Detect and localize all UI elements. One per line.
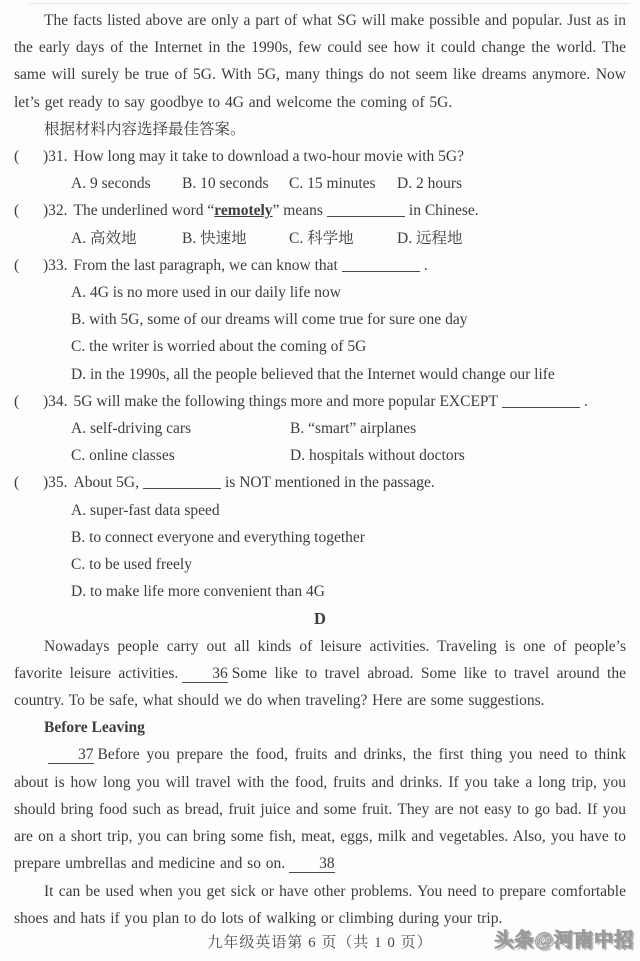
- question-32-stem: [14, 197, 626, 224]
- question-number: )34.: [43, 392, 68, 410]
- question-text: ” means: [272, 202, 323, 220]
- question-35-stem: [14, 469, 626, 496]
- option-b: B. 10 seconds: [182, 175, 269, 193]
- option-a: A. super-fast data speed: [71, 501, 220, 519]
- question-35-options: [71, 497, 626, 606]
- question-31-options: [71, 170, 626, 197]
- section-d-paragraph-3: It can be used when you get sick or have other problems. You need to prepare comfortable shoes and hats if you plan to do lots of walking or climbing during your trip.: [14, 882, 626, 927]
- option-b: B. to connect everyone and everything together: [71, 528, 365, 546]
- answer-paren: (: [14, 474, 20, 492]
- question-text: How long may it take to download a two-hour movie with 5G?: [73, 148, 464, 166]
- answer-blank: [502, 395, 580, 408]
- option-a: A. 9 seconds: [71, 175, 151, 193]
- option-d: D. 2 hours: [397, 175, 463, 193]
- question-31-stem: [14, 143, 626, 170]
- answer-paren: (: [14, 256, 20, 274]
- question-text: is NOT mentioned in the passage.: [225, 474, 435, 492]
- option-d: D. 远程地: [397, 229, 463, 247]
- page-number-label: 九年级英语第 6 页（共 1 0 页）: [207, 934, 433, 951]
- question-text: The underlined word “: [73, 202, 215, 220]
- numbered-blank-37: 37: [48, 747, 94, 764]
- option-b: B. 快速地: [182, 229, 247, 247]
- question-32-options: [71, 225, 626, 252]
- instruction-line: 根据材料内容选择最佳答案。: [44, 120, 246, 138]
- question-text: in Chinese.: [408, 202, 479, 220]
- question-34-stem: [14, 388, 626, 415]
- option-c: C. 科学地: [289, 229, 354, 247]
- option-b: B. “smart” airplanes: [290, 420, 417, 438]
- answer-paren: (: [14, 148, 20, 166]
- numbered-blank-36: 36: [182, 666, 228, 683]
- option-b: B. with 5G, some of our dreams will come true for sure one day: [71, 311, 468, 329]
- question-33-stem: [14, 252, 626, 279]
- option-c: C. 15 minutes: [289, 175, 376, 193]
- option-c: C. online classes: [71, 447, 175, 465]
- option-a: A. self-driving cars: [71, 420, 192, 438]
- question-text: 5G will make the following things more and more popular EXCEPT: [73, 392, 499, 410]
- question-text: .: [423, 256, 428, 274]
- option-d: D. hospitals without doctors: [290, 447, 465, 465]
- question-text: About 5G,: [73, 474, 139, 492]
- option-a: A. 4G is no more used in our daily life now: [71, 284, 341, 302]
- numbered-blank-38: 38: [289, 856, 335, 873]
- question-number: )35.: [43, 474, 68, 492]
- before-leaving-heading: Before Leaving: [44, 719, 145, 737]
- question-number: )32.: [43, 202, 68, 220]
- option-d: D. in the 1990s, all the people believed that the Internet would change our life: [71, 365, 555, 383]
- paragraph-text: Nowadays people carry out all kinds of leisure activities. Traveling is one of people’s favorite leisure activities.: [14, 637, 626, 682]
- answer-paren: (: [14, 392, 20, 410]
- question-text: From the last paragraph, we can know that: [73, 256, 338, 274]
- answer-blank: [143, 476, 221, 489]
- question-34-options: [71, 415, 626, 469]
- underlined-keyword: remotely: [214, 202, 273, 220]
- scan-artifact-line: [30, 3, 630, 4]
- watermark-toutiao: 头条@河南中招: [494, 929, 634, 951]
- option-d: D. to make life more convenient than 4G: [71, 583, 325, 601]
- question-text: .: [584, 392, 588, 410]
- paragraph-text: Some like to travel abroad. Some like to travel around the country. To be safe, what should we do when traveling? Here are some suggestions.: [14, 664, 626, 710]
- section-d-paragraph-1: [14, 633, 626, 715]
- answer-blank: [327, 204, 405, 217]
- option-c: C. the writer is worried about the coming of 5G: [71, 338, 367, 356]
- option-a: A. 高效地: [71, 229, 137, 247]
- paragraph-text: Before you prepare the food, fruits and drinks, the first thing you need to think about is how long you will travel with the food, fruits and drinks. If you take a long trip, you should bring food such as bread, fruit juice and some fruit. They are not easy to go bad. If you are on a short trip, you can bring some fish, meat, eggs, milk and vegetables. Also, you have to prepare umbrellas and medicine and so on.: [14, 746, 626, 873]
- answer-paren: (: [14, 202, 20, 220]
- question-33-options: [71, 279, 626, 388]
- passage-intro-paragraph: The facts listed above are only a part of what SG will make possible and popular. Just as in the early days of the Internet in the 1990s, few could see how it could change the world. The same will surely be true of 5G. With 5G, many things do not seem like dreams anymore. Now let’s get ready to say goodbye to 4G and welcome the coming of 5G.: [14, 12, 626, 111]
- section-d-paragraph-2: [14, 741, 626, 877]
- option-c: C. to be used freely: [71, 556, 192, 574]
- question-number: )31.: [43, 148, 68, 166]
- answer-blank: [342, 259, 420, 272]
- question-number: )33.: [43, 256, 68, 274]
- section-d-header: D: [314, 609, 326, 629]
